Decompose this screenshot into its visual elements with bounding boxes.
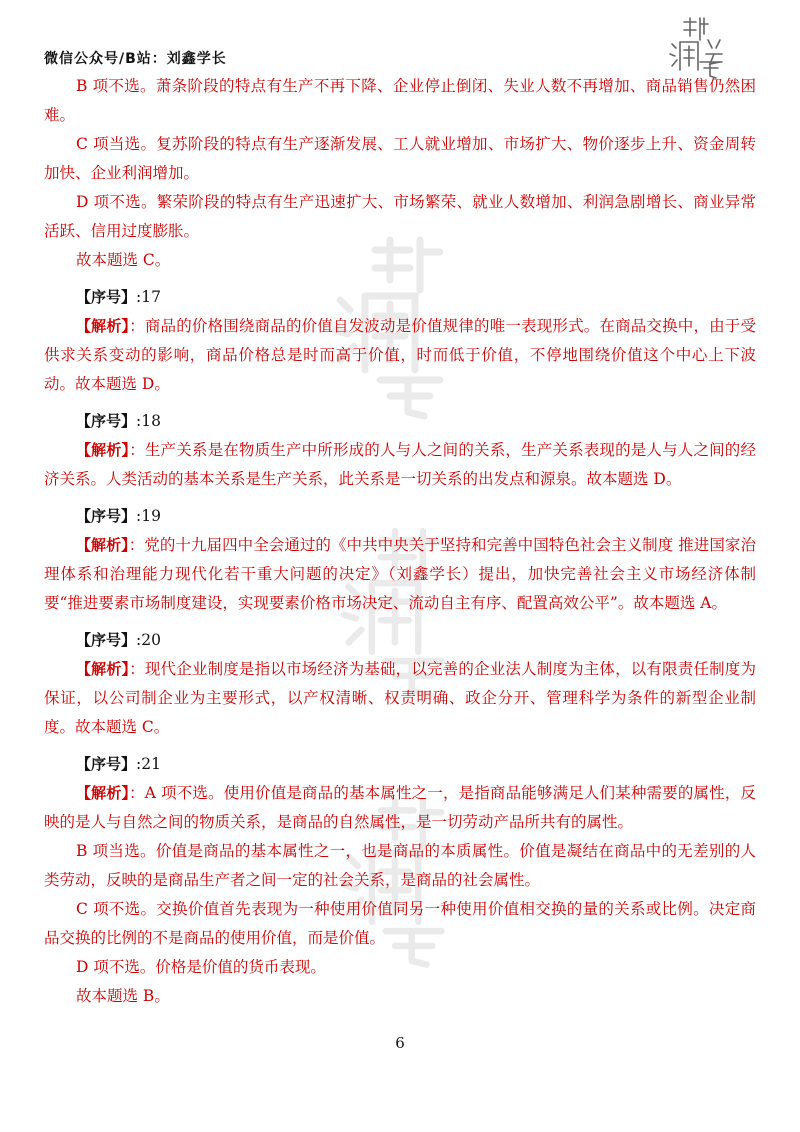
analysis-paragraph — [44, 436, 756, 494]
analysis-text: ：党的十九届四中全会通过的《中共中央关于坚持和完善中国特色社会主义制度 推进国家治理体系和治理能力现代化若干重大问题的决定》（刘鑫学长）提出，加快完善社会主义市场经济体制要“推进要素市场制度建设，实现要素价格市场决定、流动自主有序、配置高效公平”。故本题选 A。 — [44, 536, 756, 612]
question-number-label: 【序号】 — [76, 412, 137, 430]
analysis-text: ：现代企业制度是指以市场经济为基础，以完善的企业法人制度为主体，以有限责任制度为保证，以公司制企业为主要形式，以产权清晰、权责明确、政企分开、管理科学为条件的新型企业制度。故本题选 C。 — [44, 660, 756, 736]
analysis-label: 【解析】 — [76, 784, 130, 802]
question-number-value: :19 — [136, 507, 161, 525]
analysis-label: 【解析】 — [76, 536, 129, 554]
question-number-value: :20 — [136, 631, 161, 649]
answer-paragraph: C 项当选。复苏阶段的特点有生产逐渐发展、工人就业增加、市场扩大、物价逐步上升、资金周转加快、企业利润增加。 — [44, 135, 756, 182]
question-number-value: :18 — [136, 412, 161, 430]
analysis-paragraph — [44, 312, 756, 399]
answer-conclusion: 故本题选 C。 — [76, 251, 171, 269]
question-number — [44, 750, 756, 779]
analysis-label: 【解析】 — [76, 317, 130, 335]
answer-paragraph: D 项不选。价格是价值的货币表现。 — [76, 958, 326, 976]
analysis-text: ：A 项不选。使用价值是商品的基本属性之一，是指商品能够满足人们某种需要的属性，反映的是人与自然之间的物质关系，是商品的自然属性，是一切劳动产品所共有的属性。 — [44, 784, 756, 831]
analysis-paragraph — [44, 779, 756, 837]
analysis-text: ：生产关系是在物质生产中所形成的人与人之间的关系，生产关系表现的是人与人之间的经济关系。人类活动的基本关系是生产关系，此关系是一切关系的出发点和源泉。故本题选 D。 — [44, 441, 756, 488]
question-number — [44, 502, 756, 531]
question-number-value: :17 — [136, 288, 161, 306]
document-body — [44, 72, 756, 1011]
question-number — [44, 283, 756, 312]
question-number — [44, 626, 756, 655]
question-number-label: 【序号】 — [76, 507, 137, 525]
answer-paragraph: D 项不选。繁荣阶段的特点有生产迅速扩大、市场繁荣、就业人数增加、利润急剧增长、商业异常活跃、信用过度膨胀。 — [44, 193, 756, 240]
analysis-label: 【解析】 — [76, 660, 130, 678]
source-header: 微信公众号/B站：刘鑫学长 — [44, 51, 227, 67]
answer-conclusion: 故本题选 B。 — [76, 987, 170, 1005]
answer-paragraph: B 项不选。萧条阶段的特点有生产不再下降、企业停止倒闭、失业人数不再增加、商品销售仍然困难。 — [44, 77, 756, 124]
analysis-paragraph — [44, 531, 756, 618]
question-number-label: 【序号】 — [76, 288, 137, 306]
analysis-label: 【解析】 — [76, 441, 130, 459]
answer-paragraph: C 项不选。交换价值首先表现为一种使用价值同另一种使用价值相交换的量的关系或比例。决定商品交换的比例的不是商品的使用价值，而是价值。 — [44, 900, 756, 947]
question-number-label: 【序号】 — [76, 631, 137, 649]
page-number: 6 — [395, 1034, 405, 1052]
question-number-label: 【序号】 — [76, 755, 137, 773]
question-number — [44, 407, 756, 436]
analysis-text: ：商品的价格围绕商品的价值自发波动是价值规律的唯一表现形式。在商品交换中，由于受供求关系变动的影响，商品价格总是时而高于价值，时而低于价值，不停地围绕价值这个中心上下波动。故本题选 D。 — [44, 317, 756, 393]
question-number-value: :21 — [136, 755, 161, 773]
analysis-paragraph — [44, 655, 756, 742]
answer-paragraph: B 项当选。价值是商品的基本属性之一，也是商品的本质属性。价值是凝结在商品中的无差别的人类劳动，反映的是商品生产者之间一定的社会关系，是商品的社会属性。 — [44, 842, 756, 889]
